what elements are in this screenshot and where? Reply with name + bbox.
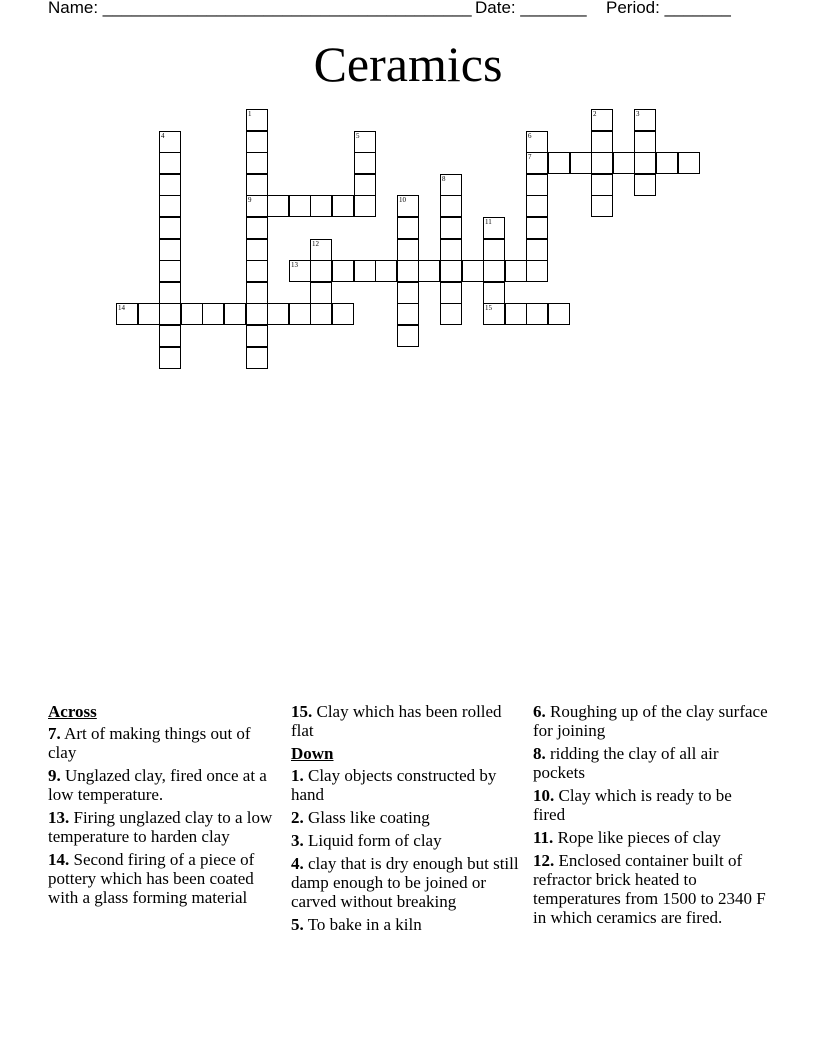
- grid-cell[interactable]: [548, 152, 570, 174]
- grid-cell[interactable]: [159, 282, 181, 304]
- header: [48, 0, 768, 20]
- grid-cell[interactable]: [246, 131, 268, 153]
- grid-cell[interactable]: [591, 174, 613, 196]
- grid-cell[interactable]: [159, 195, 181, 217]
- grid-cell[interactable]: [159, 325, 181, 347]
- grid-cell[interactable]: [483, 260, 505, 282]
- grid-cell[interactable]: [397, 239, 419, 261]
- grid-cell[interactable]: [354, 195, 376, 217]
- clue-down-6: 6. Roughing up of the clay surface for joining: [533, 702, 768, 740]
- grid-cell[interactable]: [310, 239, 332, 261]
- grid-cell[interactable]: [440, 217, 462, 239]
- grid-cell[interactable]: [332, 260, 354, 282]
- grid-cell[interactable]: [483, 303, 505, 325]
- clue-down-3: 3. Liquid form of clay: [291, 831, 442, 850]
- grid-cell[interactable]: [246, 260, 268, 282]
- grid-cell[interactable]: [397, 282, 419, 304]
- clues-column-1: [48, 702, 273, 911]
- grid-cell[interactable]: [224, 303, 246, 325]
- grid-cell[interactable]: [613, 152, 635, 174]
- grid-cell[interactable]: [591, 195, 613, 217]
- grid-cell[interactable]: [505, 303, 527, 325]
- grid-cell[interactable]: [462, 260, 484, 282]
- grid-cell[interactable]: [289, 303, 311, 325]
- grid-cell[interactable]: [656, 152, 678, 174]
- grid-cell[interactable]: [526, 239, 548, 261]
- clues-column-2: [291, 702, 519, 938]
- grid-cell[interactable]: [354, 174, 376, 196]
- cell-number: 14: [118, 304, 125, 312]
- grid-cell[interactable]: [246, 239, 268, 261]
- clue-down-1: 1. Clay objects constructed by hand: [291, 766, 497, 804]
- grid-cell[interactable]: [159, 174, 181, 196]
- cell-number: 4: [161, 132, 165, 140]
- grid-cell[interactable]: [591, 152, 613, 174]
- grid-cell[interactable]: [246, 347, 268, 369]
- grid-cell[interactable]: [246, 325, 268, 347]
- grid-cell[interactable]: [526, 195, 548, 217]
- grid-cell[interactable]: [591, 131, 613, 153]
- grid-cell[interactable]: [246, 217, 268, 239]
- grid-cell[interactable]: [634, 174, 656, 196]
- grid-cell[interactable]: [440, 282, 462, 304]
- page-title: Ceramics: [313, 36, 503, 92]
- grid-cell[interactable]: [440, 239, 462, 261]
- grid-cell[interactable]: [375, 260, 397, 282]
- grid-cell[interactable]: [570, 152, 592, 174]
- cell-number: 2: [593, 110, 597, 118]
- name-field-label[interactable]: Name: _______________________________________: [48, 0, 472, 17]
- cell-number: 10: [399, 196, 406, 204]
- cell-number: 11: [485, 218, 492, 226]
- grid-cell[interactable]: [310, 282, 332, 304]
- cell-number: 7: [528, 153, 532, 161]
- clue-down-8: 8. ridding the clay of all air pockets: [533, 744, 719, 782]
- grid-cell[interactable]: [483, 239, 505, 261]
- grid-cell[interactable]: [310, 303, 332, 325]
- grid-cell[interactable]: [440, 260, 462, 282]
- grid-cell[interactable]: [310, 260, 332, 282]
- grid-cell[interactable]: [397, 217, 419, 239]
- grid-cell[interactable]: [354, 131, 376, 153]
- clue-across-13: 13. Firing unglazed clay to a low temperature to harden clay: [48, 808, 273, 846]
- across-heading: Across: [48, 702, 97, 721]
- grid-cell[interactable]: [267, 195, 289, 217]
- grid-cell[interactable]: [483, 282, 505, 304]
- grid-cell[interactable]: [526, 217, 548, 239]
- clue-down-2: 2. Glass like coating: [291, 808, 430, 827]
- grid-cell[interactable]: [267, 303, 289, 325]
- grid-cell[interactable]: [634, 109, 656, 131]
- grid-cell[interactable]: [354, 152, 376, 174]
- grid-cell[interactable]: [440, 195, 462, 217]
- grid-cell[interactable]: [289, 195, 311, 217]
- grid-cell[interactable]: [397, 303, 419, 325]
- grid-cell[interactable]: [246, 282, 268, 304]
- grid-cell[interactable]: [332, 195, 354, 217]
- clue-down-11: 11. Rope like pieces of clay: [533, 828, 721, 847]
- grid-cell[interactable]: [397, 195, 419, 217]
- grid-cell[interactable]: [548, 303, 570, 325]
- grid-cell[interactable]: [526, 152, 548, 174]
- clue-down-12: 12. Enclosed container built of refractor brick heated to temperatures from 1500 to 2340 F in which ceramics are fired.: [533, 851, 766, 927]
- grid-cell[interactable]: [678, 152, 700, 174]
- grid-cell[interactable]: [159, 152, 181, 174]
- cell-number: 8: [442, 175, 446, 183]
- grid-cell[interactable]: [483, 217, 505, 239]
- grid-cell[interactable]: [332, 303, 354, 325]
- cell-number: 1: [248, 110, 252, 118]
- grid-cell[interactable]: [526, 303, 548, 325]
- grid-cell[interactable]: [505, 260, 527, 282]
- cell-number: 15: [485, 304, 492, 312]
- grid-cell[interactable]: [159, 347, 181, 369]
- grid-cell[interactable]: [397, 325, 419, 347]
- grid-cell[interactable]: [246, 152, 268, 174]
- cell-number: 9: [248, 196, 252, 204]
- clue-across-9: 9. Unglazed clay, fired once at a low temperature.: [48, 766, 267, 804]
- clue-across-14: 14. Second firing of a piece of pottery which has been coated with a glass forming material: [48, 850, 255, 907]
- grid-cell[interactable]: [138, 303, 160, 325]
- grid-cell[interactable]: [159, 303, 181, 325]
- date-field-label[interactable]: Date: _______: [475, 0, 587, 17]
- clues-column-3: [533, 702, 768, 931]
- grid-cell[interactable]: [526, 260, 548, 282]
- cell-number: 13: [291, 261, 298, 269]
- grid-cell[interactable]: [246, 303, 268, 325]
- grid-cell[interactable]: [310, 195, 332, 217]
- grid-cell[interactable]: [159, 239, 181, 261]
- clue-across-15: 15. Clay which has been rolled flat: [291, 702, 502, 740]
- cell-number: 5: [356, 132, 360, 140]
- grid-cell[interactable]: [591, 109, 613, 131]
- grid-cell[interactable]: [354, 260, 376, 282]
- grid-cell[interactable]: [246, 195, 268, 217]
- clue-down-4: 4. clay that is dry enough but still damp enough to be joined or carved without breaking: [291, 854, 519, 911]
- grid-cell[interactable]: [418, 260, 440, 282]
- grid-cell[interactable]: [526, 131, 548, 153]
- grid-cell[interactable]: [246, 174, 268, 196]
- grid-cell[interactable]: [202, 303, 224, 325]
- grid-cell[interactable]: [181, 303, 203, 325]
- down-heading: Down: [291, 744, 334, 763]
- cell-number: 12: [312, 240, 319, 248]
- clue-down-5: 5. To bake in a kiln: [291, 915, 422, 934]
- grid-cell[interactable]: [159, 217, 181, 239]
- cell-number: 6: [528, 132, 532, 140]
- grid-cell[interactable]: [246, 109, 268, 131]
- grid-cell[interactable]: [634, 152, 656, 174]
- cell-number: 3: [636, 110, 640, 118]
- grid-cell[interactable]: [440, 303, 462, 325]
- grid-cell[interactable]: [116, 303, 138, 325]
- clue-across-7: 7. Art of making things out of clay: [48, 724, 251, 762]
- grid-cell[interactable]: [440, 174, 462, 196]
- grid-cell[interactable]: [289, 260, 311, 282]
- grid-cell[interactable]: [397, 260, 419, 282]
- grid-cell[interactable]: [634, 131, 656, 153]
- clue-down-10: 10. Clay which is ready to be fired: [533, 786, 732, 824]
- period-field-label[interactable]: Period: _______: [606, 0, 731, 17]
- grid-cell[interactable]: [159, 131, 181, 153]
- grid-cell[interactable]: [159, 260, 181, 282]
- grid-cell[interactable]: [526, 174, 548, 196]
